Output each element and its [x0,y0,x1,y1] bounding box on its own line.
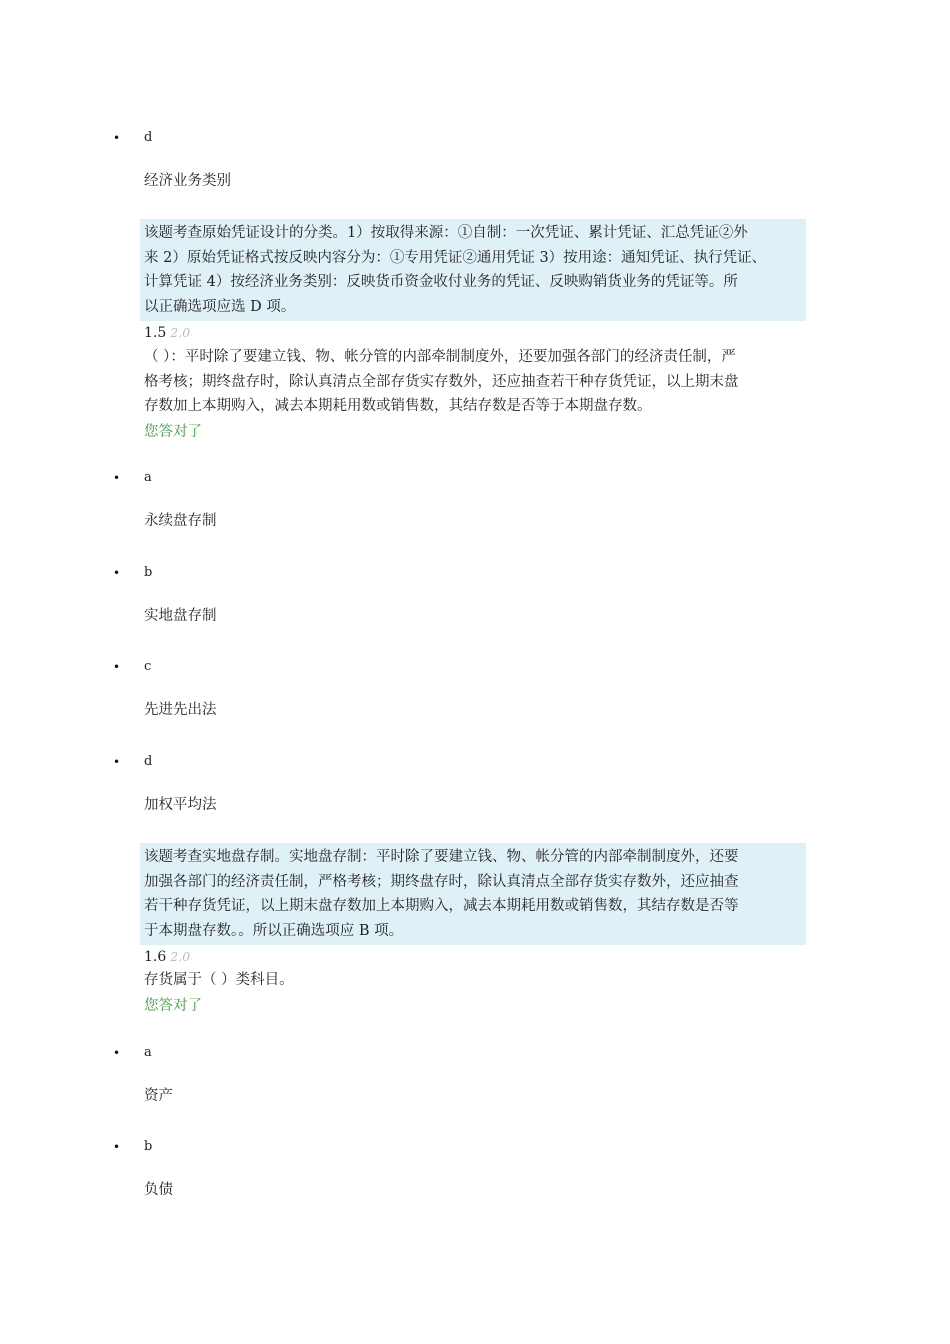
explanation-line: 若干种存货凭证，以上期末盘存数加上本期购入，减去本期耗用数或销售数，其结存数是否等 [144,898,739,914]
bullet-icon: • [113,1140,121,1154]
question-text [144,345,739,419]
explanation-line: 于本期盘存数。。所以正确选项应 B 项。 [144,922,404,939]
option-letter: d [144,754,153,769]
question-line: 存货属于（ ）类科目。 [144,972,294,988]
bullet-icon: • [113,660,121,674]
question-line: （ ）：平时除了要建立钱、物、帐分管的内部牵制制度外，还要加强各部门的经济责任制，严 [144,349,736,365]
option-text: 负债 [144,1182,173,1198]
option-letter: a [144,1045,152,1060]
question-number: 1.6 [144,949,167,965]
bullet-icon: • [113,131,121,145]
answer-status: 您答对了 [144,998,202,1014]
bullet-icon: • [113,1046,121,1060]
question-line: 存数加上本期购入，减去本期耗用数或销售数，其结存数是否等于本期盘存数。 [144,398,652,414]
question-score: 2.0 [170,325,191,340]
question-header [144,948,190,966]
explanation-line: 来 2）原始凭证格式按反映内容分为：①专用凭证②通用凭证 3）按用途：通知凭证、执行凭证、 [144,249,767,266]
answer-status: 您答对了 [144,424,202,440]
explanation-line: 以正确选项应选 D 项。 [144,298,296,315]
explanation-line: 加强各部门的经济责任制，严格考核；期终盘存时，除认真清点全部存货实存数外，还应抽查 [144,873,739,890]
question-text [144,968,294,993]
option-text: 先进先出法 [144,702,217,718]
answer-explanation [140,219,806,321]
option-letter: b [144,565,153,580]
question-header [144,324,190,342]
option-text: 实地盘存制 [144,608,217,624]
answer-explanation [140,843,806,945]
explanation-line: 该题考查实地盘存制。实地盘存制：平时除了要建立钱、物、帐分管的内部牵制制度外，还要 [144,849,739,865]
option-letter: d [144,130,153,145]
question-score: 2.0 [170,949,191,964]
question-line: 格考核；期终盘存时，除认真清点全部存货实存数外，还应抽查若干种存货凭证，以上期末盘 [144,373,739,390]
option-letter: b [144,1139,153,1154]
bullet-icon: • [113,755,121,769]
option-text: 永续盘存制 [144,513,217,529]
option-text: 经济业务类别 [144,173,231,189]
option-text: 资产 [144,1088,173,1104]
explanation-line: 计算凭证 4）按经济业务类别：反映货币资金收付业务的凭证、反映购销货业务的凭证等。所 [144,274,738,290]
option-text: 加权平均法 [144,797,217,813]
option-letter: c [144,659,152,674]
explanation-line: 该题考查原始凭证设计的分类。1）按取得来源：①自制：一次凭证、累计凭证、汇总凭证②外 [144,225,748,241]
bullet-icon: • [113,471,121,485]
bullet-icon: • [113,566,121,580]
question-number: 1.5 [144,325,167,341]
option-letter: a [144,470,152,485]
